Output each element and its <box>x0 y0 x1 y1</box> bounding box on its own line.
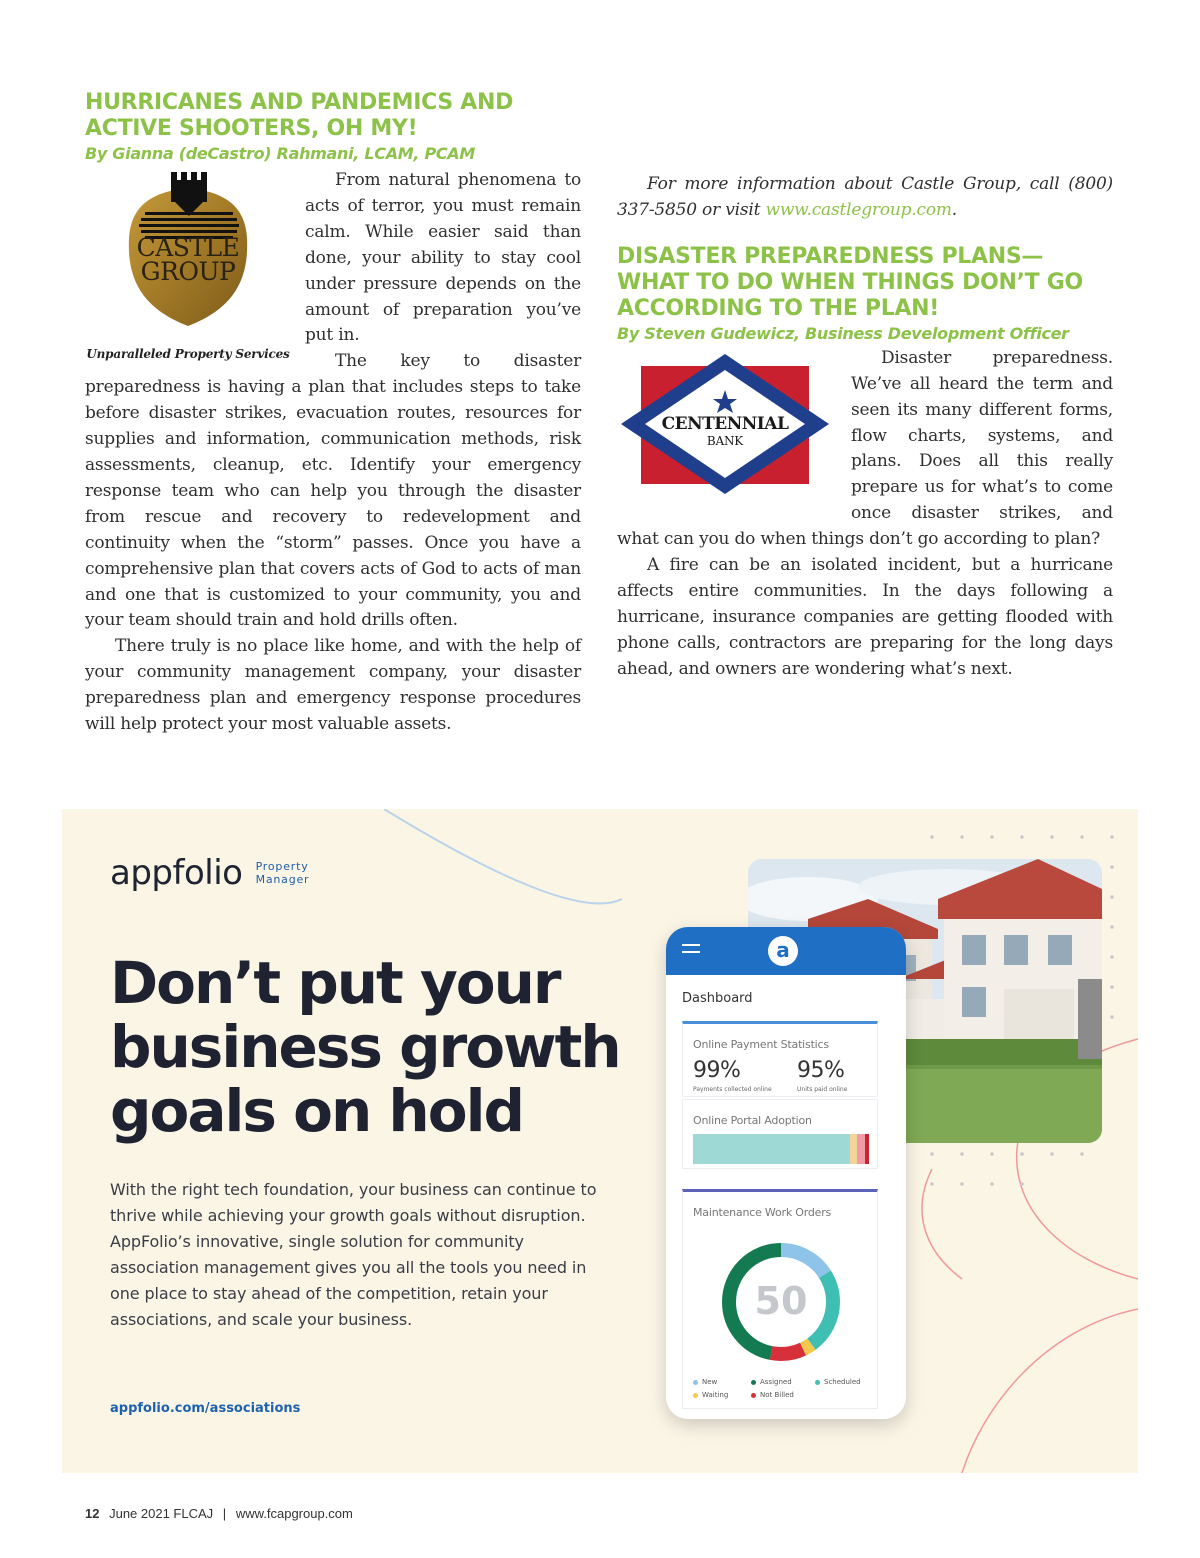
appfolio-wordmark: appfolio <box>110 853 243 893</box>
castle-website-link[interactable]: www.castlegroup.com <box>765 199 952 220</box>
centennial-logo-line2: BANK <box>706 433 744 448</box>
article-body <box>85 168 581 738</box>
paragraph-1: Disaster preparedness. We’ve all heard the term and seen its many different forms, flow charts, systems, and plans. Does all this really prepare us for what’s to come once disaster strikes, and what can you do when things don’t go according to plan? <box>617 347 1113 550</box>
page-number: 12 <box>85 1506 100 1521</box>
maintenance-title: Maintenance Work Orders <box>693 1206 832 1219</box>
portal-adoption-bar <box>693 1134 869 1164</box>
castle-logo-tagline: Unparalleled Property Services <box>86 347 290 361</box>
legend-label: Assigned <box>760 1378 792 1386</box>
stat-units-paid-label: Units paid online <box>797 1086 848 1093</box>
castle-logo-line1: CASTLE <box>136 233 240 262</box>
portal-bar-segment-segment-4 <box>865 1134 869 1164</box>
page-footer <box>85 1506 353 1521</box>
footer-website[interactable]: www.fcapgroup.com <box>235 1506 353 1521</box>
legend-label: Scheduled <box>824 1378 861 1386</box>
legend-dot <box>751 1380 756 1385</box>
contact-prefix: For more information about Castle Group, call (800) 337-5850 or visit <box>617 174 1113 220</box>
centennial-logo-line1: CENTENNIAL <box>661 413 789 434</box>
article-byline: By Gianna (deCastro) Rahmani, LCAM, PCAM <box>85 144 476 163</box>
article-castle-group <box>85 90 581 738</box>
stat-payments-online-label: Payments collected online <box>693 1086 772 1093</box>
appfolio-product-name <box>256 860 310 886</box>
product-name-line1: Property <box>255 860 309 873</box>
legend-item-new <box>693 1378 717 1386</box>
issue-label: June 2021 FLCAJ <box>109 1506 214 1521</box>
contact-paragraph <box>617 172 1113 224</box>
paragraph-2: A fire can be an isolated incident, but a hurricane affects entire communities. In the days following a hurricane, insurance companies are getting flooded with phone calls, contractors are preparing for the long days ahead, and owners are wondering what’s next. <box>617 555 1113 679</box>
article-headline: HURRICANES AND PANDEMICS AND ACTIVE SHOOTERS, OH MY! <box>85 90 514 141</box>
maintenance-card <box>682 1189 878 1409</box>
payment-stats-card <box>682 1021 878 1097</box>
article-castle-continued <box>617 172 1113 224</box>
article-headline: DISASTER PREPAREDNESS PLANS—WHAT TO DO WHEN THINGS DON’T GO ACCORDING TO THE PLAN! <box>617 243 1083 321</box>
dashboard-title: Dashboard <box>682 991 753 1006</box>
appfolio-advertisement <box>62 809 1138 1473</box>
right-column <box>617 94 1113 683</box>
portal-adoption-title: Online Portal Adoption <box>693 1114 812 1127</box>
paragraph-2: The key to disaster preparedness is having a plan that includes steps to take before disaster strikes, evacuation routes, resources for supplies and information, communication methods, risk assessments, cleanup, etc. Identify your emergency response team who can help you through the disaster from rescue and recovery to redevelopment and continuity when the “storm” passes. Once you have a comprehensive plan that covers acts of God to acts of man and one that is customized to your community, you and your team should train and hold drills often. <box>85 351 581 631</box>
legend-item-waiting <box>693 1391 728 1399</box>
ad-url-link[interactable]: appfolio.com/associations <box>110 1401 301 1416</box>
legend-label: Waiting <box>702 1391 729 1399</box>
legend-dot <box>693 1393 698 1398</box>
paragraph-1: From natural phenomena to acts of terror, you must remain calm. While easier said than done, your ability to stay cool under pressure depends on the amount of preparation you’ve put in. <box>305 170 581 346</box>
portal-adoption-card <box>682 1099 878 1169</box>
article-body <box>617 346 1113 683</box>
legend-dot <box>815 1380 820 1385</box>
portal-bar-segment-segment-2 <box>850 1134 857 1164</box>
article-byline: By Steven Gudewicz, Business Development Officer <box>617 323 1069 343</box>
footer-separator: | <box>222 1506 227 1521</box>
legend-label: Not Billed <box>760 1391 794 1399</box>
stat-payments-online-value: 99% <box>693 1058 741 1083</box>
phone-app-bar <box>666 927 906 975</box>
legend-item-scheduled <box>815 1378 861 1386</box>
centennial-bank-logo <box>617 352 833 512</box>
appfolio-app-icon: a <box>768 936 798 966</box>
maintenance-donut-chart <box>683 1232 879 1372</box>
legend-item-assigned <box>751 1378 792 1386</box>
stat-units-paid-value: 95% <box>797 1058 845 1083</box>
castle-logo-line2: GROUP <box>140 257 236 286</box>
payment-stats-title: Online Payment Statistics <box>693 1038 829 1051</box>
legend-dot <box>693 1380 698 1385</box>
legend-dot <box>751 1393 756 1398</box>
maintenance-total: 50 <box>754 1279 808 1323</box>
legend-item-not-billed <box>751 1391 794 1399</box>
legend-label: New <box>702 1378 718 1386</box>
product-name-line2: Manager <box>255 873 310 886</box>
contact-suffix: . <box>951 199 957 220</box>
ad-headline: Don’t put your business growth goals on hold <box>110 949 620 1145</box>
paragraph-3: There truly is no place like home, and with the help of your community management company, your disaster preparedness plan and emergency response procedures will help protect your most valuable assets. <box>85 636 581 735</box>
ad-body-text: With the right tech foundation, your business can continue to thrive while achieving your growth goals without disruption. AppFolio’s innovative, single solution for community association management gives you all the tools you need in one place to stay ahead of the competition, retain your associations, and scale your business. <box>110 1180 597 1329</box>
phone-mockup <box>666 927 906 1419</box>
castle-group-logo <box>85 168 291 361</box>
menu-icon[interactable] <box>682 944 700 958</box>
appfolio-logo <box>110 853 309 893</box>
portal-bar-segment-segment-3 <box>857 1134 866 1164</box>
portal-bar-segment-adopted <box>693 1134 850 1164</box>
